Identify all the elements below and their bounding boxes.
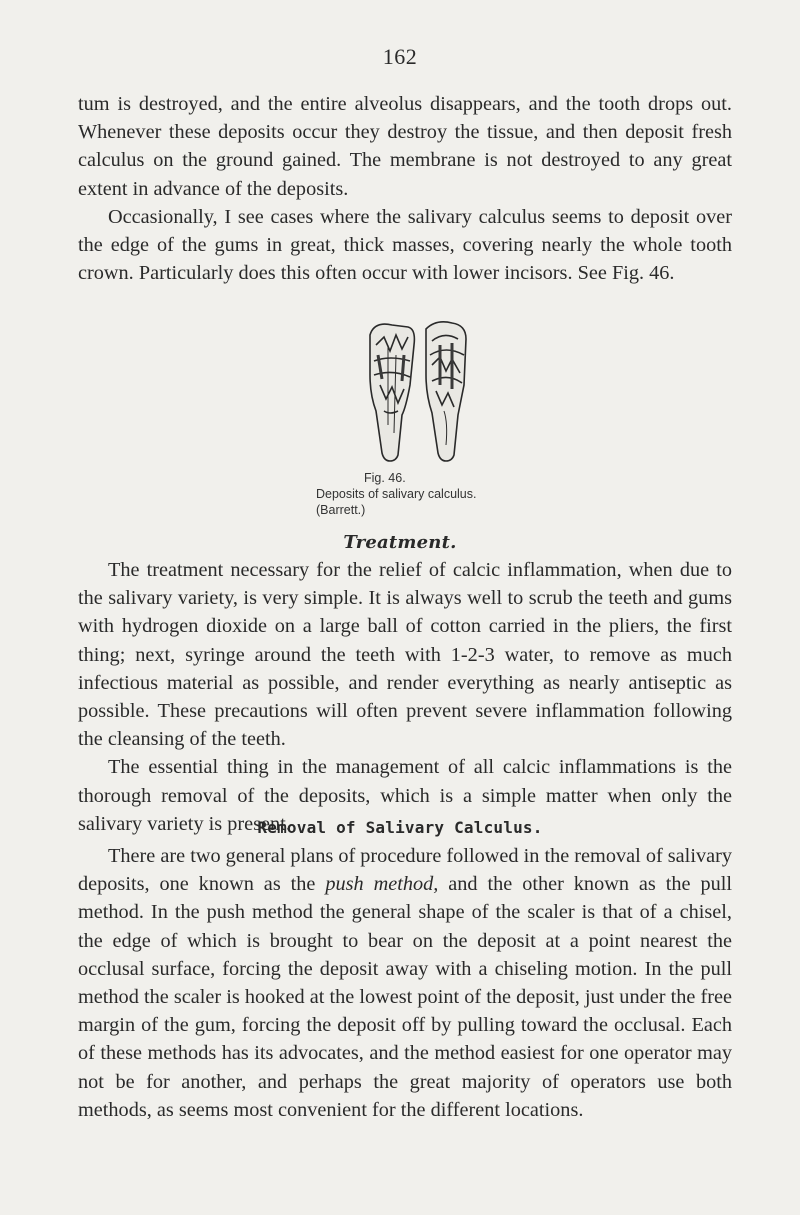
emphasis-text: push method, [325, 873, 439, 896]
figure-caption [316, 470, 516, 518]
right-tooth [426, 322, 466, 461]
text-run: There are two general plans of procedure followed in the removal of salivary deposits, one known as the [78, 845, 732, 896]
text-run: and the other known as the pull method. In the push method the general shape of the scaler is that of a chisel, the edge of which is brought to bear on the deposit at a point nearest the occlusal surface, forcing the deposit away with a chiseling motion. In the pull method the scaler is hooked at the lowest point of the deposit, just under the free margin of the gum, forcing the deposit off by pulling toward the occlusal. Each of these methods has its advocates, and the method easiest for one operator may not be for another, and perhaps the great majority of operators use both methods, as seems most convenient for the different locations. [78, 873, 732, 1121]
paragraph: The treatment necessary for the relief of calcic inflammation, when due to the salivary variety, is very simple. It is always well to scrub the teeth and gums with hydrogen dioxide on a large ball of cotton carried in the pliers, the first thing; next, syringe around the teeth with 1-2-3 water, to remove as much infectious material as possible, and render everything as nearly antiseptic as possible. These precautions will often prevent severe inflammation following the cleansing of the teeth. [78, 559, 732, 751]
paragraph: Occasionally, I see cases where the salivary calculus seems to deposit over the edge of the gums in great, thick masses, covering nearly the whole tooth crown. Particularly does this often occur with lower incisors. See Fig. 46. [78, 205, 732, 285]
left-tooth [370, 324, 414, 461]
intro-text [78, 90, 732, 287]
figure-label: Fig. 46. [364, 471, 406, 485]
treatment-text [78, 556, 732, 838]
caption-text: Deposits of salivary calculus. (Barrett.) [316, 487, 477, 517]
teeth-illustration [340, 315, 490, 465]
paragraph [78, 842, 732, 1124]
paragraph: tum is destroyed, and the entire alveolus disappears, and the tooth drops out. Whenever these deposits occur they destroy the tissue, and then deposit fresh calculus on the ground gained. The membrane is not destroyed to any great extent in advance of the deposits. [78, 93, 732, 200]
section-heading-treatment: Treatment. [343, 532, 457, 553]
page-number: 162 [382, 44, 418, 69]
removal-text [78, 842, 732, 1124]
paragraph: The essential thing in the management of all calcic inflammations is the thorough removal of the deposits, which is a simple matter when only the salivary variety is present. [78, 756, 732, 835]
section-heading-removal: Removal of Salivary Calculus. [257, 818, 543, 837]
